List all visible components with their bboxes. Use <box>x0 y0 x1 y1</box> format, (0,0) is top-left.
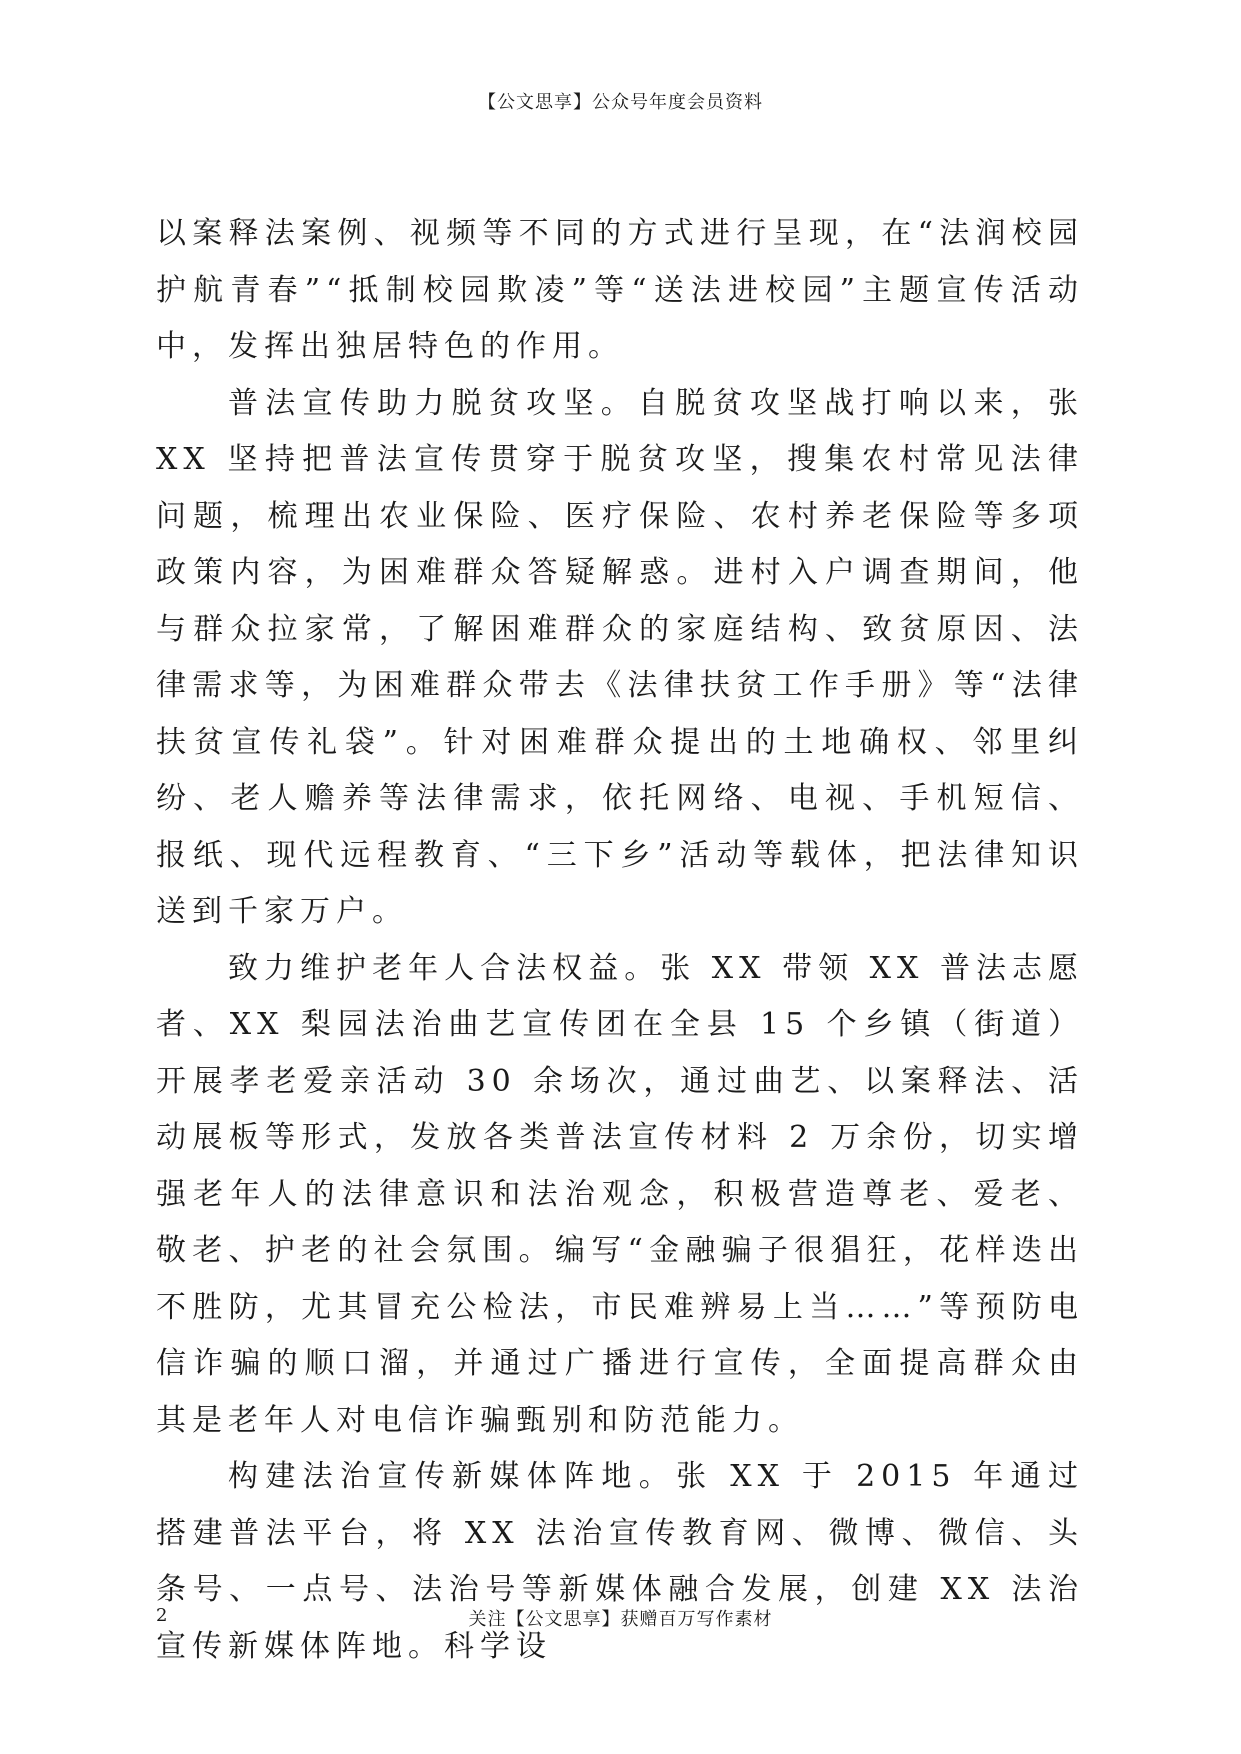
paragraph-continuation: 以案释法案例、视频等不同的方式进行呈现，在“法润校园护航青春”“抵制校园欺凌”等“送法进校园”主题宣传活动中，发挥出独居特色的作用。 <box>156 216 1084 364</box>
document-body <box>156 206 1084 1675</box>
page-header: 【公文思享】公众号年度会员资料 <box>478 92 763 113</box>
page-number: 2 <box>156 1605 168 1626</box>
paragraph-elderly-rights: 致力维护老年人合法权益。张 XX 带领 XX 普法志愿者、XX 梨园法治曲艺宣传团在全县 15 个乡镇（街道）开展孝老爱亲活动 30 余场次，通过曲艺、以案释法、活动展板等形式，发放各类普法宣传材料 2 万余份，切实增强老年人的法律意识和法治观念，积极营造尊老、爱老、敬老、护老的社会氛围。编写“金融骗子很猖狂，花样迭出不胜防，尤其冒充公检法，市民难辨易上当……”等预防电信诈骗的顺口溜，并通过广播进行宣传，全面提高群众由其是老年人对电信诈骗甄别和防范能力。 <box>156 950 1084 1438</box>
paragraph-poverty-alleviation: 普法宣传助力脱贫攻坚。自脱贫攻坚战打响以来，张 XX 坚持把普法宣传贯穿于脱贫攻坚，搜集农村常见法律问题，梳理出农业保险、医疗保险、农村养老保险等多项政策内容，为困难群众答疑解惑。进村入户调查期间，他与群众拉家常，了解困难群众的家庭结构、致贫原因、法律需求等，为困难群众带去《法律扶贫工作手册》等“法律扶贫宣传礼袋”。针对困难群众提出的土地确权、邻里纠纷、老人赡养等法律需求，依托网络、电视、手机短信、报纸、现代远程教育、“三下乡”活动等载体，把法律知识送到千家万户。 <box>156 385 1084 929</box>
page-footer: 关注【公文思享】获赠百万写作素材 <box>468 1609 773 1630</box>
paragraph-new-media: 构建法治宣传新媒体阵地。张 XX 于 2015 年通过搭建普法平台，将 XX 法治宣传教育网、微博、微信、头条号、一点号、法治号等新媒体融合发展，创建 XX 法治宣传新媒体阵地。科学设 <box>156 1459 1084 1664</box>
